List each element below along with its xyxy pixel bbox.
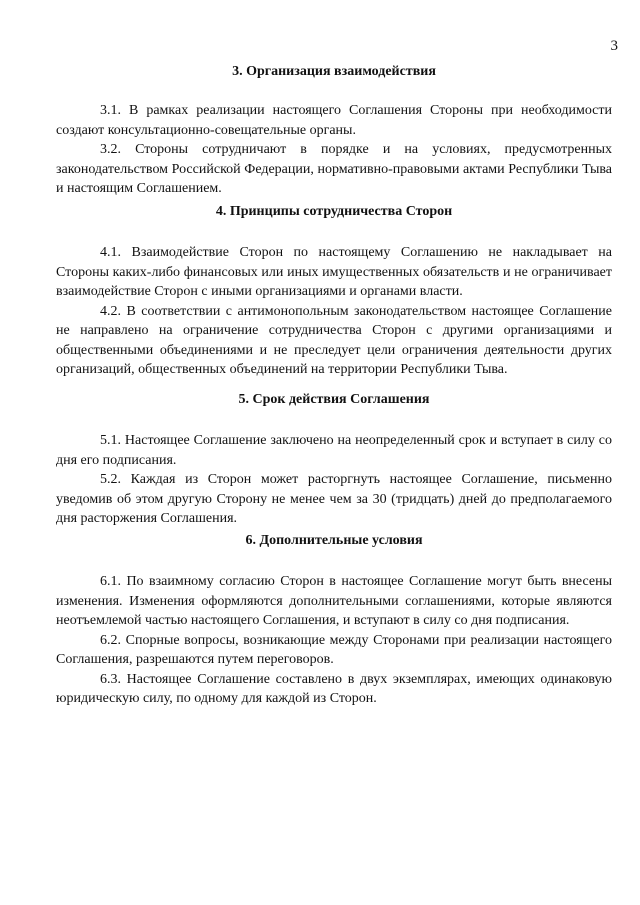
paragraph-6-2: 6.2. Спорные вопросы, возникающие между Сторонами при реализации настоящего Соглашения, разрешаются путем переговоров. [56, 632, 612, 667]
section-body [56, 572, 612, 709]
section-title: 6. Дополнительные условия [245, 533, 423, 548]
paragraph-6-3: 6.3. Настоящее Соглашение составлено в двух экземплярах, имеющих одинаковую юридическую силу, по одному для каждой из Сторон. [56, 671, 612, 706]
paragraph-6-1: 6.1. По взаимному согласию Сторон в настоящее Соглашение могут быть внесены изменения. Изменения оформляются дополнительными соглашениями, которые являются неотъемлемой частью настоящего Соглашения, и вступают в силу со дня подписания. [56, 574, 612, 628]
section-body [56, 101, 612, 199]
section-title: 4. Принципы сотрудничества Сторон [215, 204, 453, 219]
page-number: 3 [610, 38, 618, 54]
section-additional-conditions [56, 531, 612, 709]
section-body [56, 431, 612, 529]
paragraph-5-2: 5.2. Каждая из Сторон может расторгнуть настоящее Соглашение, письменно уведомив об этом другую Сторону не менее чем за 30 (тридцать) дней до предполагаемого дня расторжения Соглашения. [56, 472, 612, 526]
paragraph-5-1: 5.1. Настоящее Соглашение заключено на неопределенный срок и вступает в силу со дня его подписания. [56, 433, 612, 468]
section-body [56, 243, 612, 380]
section-title: 3. Организация взаимодействия [232, 64, 436, 79]
paragraph-3-1: 3.1. В рамках реализации настоящего Соглашения Стороны при необходимости создают консультационно-совещательные органы. [56, 103, 612, 138]
section-principles-of-cooperation [56, 202, 612, 380]
section-organization-of-interaction [56, 62, 612, 199]
paragraph-4-1: 4.1. Взаимодействие Сторон по настоящему Соглашению не накладывает на Стороны каких-либо финансовых или иных имущественных обязательств и не ограничивает взаимодействие Сторон с иными организациями и органами власти. [56, 245, 612, 299]
paragraph-4-2: 4.2. В соответствии с антимонопольным законодательством настоящее Соглашение не направлено на ограничение сотрудничества Сторон с другими организациями и общественными объединениями и не преследует цели ограничения деятельности других организаций, общественных объединений на территории Республики Тыва. [56, 303, 612, 377]
section-term-of-agreement [56, 390, 612, 529]
section-title: 5. Срок действия Соглашения [238, 392, 430, 407]
paragraph-3-2: 3.2. Стороны сотрудничают в порядке и на условиях, предусмотренных законодательством Российской Федерации, нормативно-правовыми актами Республики Тыва и настоящим Соглашением. [56, 142, 612, 196]
